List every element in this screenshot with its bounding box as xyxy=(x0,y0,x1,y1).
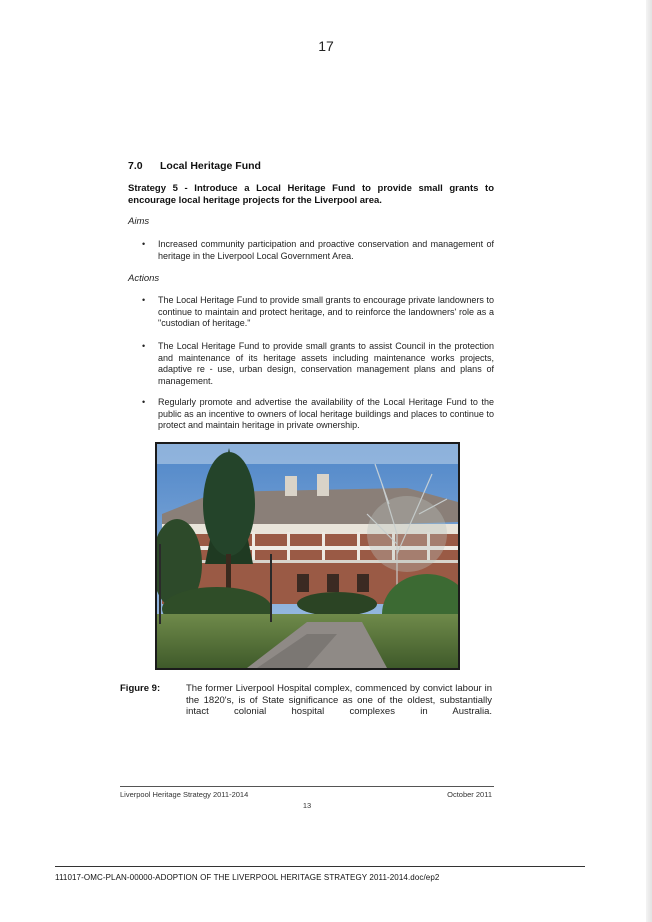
section-number: 7.0 xyxy=(128,160,143,172)
bullet-icon: • xyxy=(142,295,146,305)
footer-page-number: 13 xyxy=(302,801,312,810)
aim-item-text: Increased community participation and proactive conservation and management of heritage in the Liverpool Local Government Area. xyxy=(158,239,494,261)
bullet-icon: • xyxy=(142,341,146,351)
figure-caption: The former Liverpool Hospital complex, commenced by convict labour in the 1820's, is of State significance as one of the oldest, substantially intact colonial hospital complexes in Australia. xyxy=(186,683,492,717)
figure-label: Figure 9: xyxy=(120,683,161,694)
aims-heading: Aims xyxy=(128,216,150,227)
action-item xyxy=(142,341,494,387)
page-number-top: 17 xyxy=(318,38,334,54)
action-item-text: The Local Heritage Fund to provide small grants to assist Council in the protection and maintenance of its heritage assets including maintenance works projects, adaptive re - use, urban design, conservation management plans and plans of management. xyxy=(158,341,494,386)
aim-item xyxy=(142,239,494,262)
footer-date: October 2011 xyxy=(447,790,492,799)
action-item-text: The Local Heritage Fund to provide small grants to encourage private landowners to continue to maintain and protect heritage, and to reinforce the landowners' role as a "custodian of heritage." xyxy=(158,295,494,328)
hospital-photo xyxy=(155,442,460,670)
page-edge-shadow xyxy=(646,0,652,922)
action-item xyxy=(142,397,494,432)
document-reference-rule xyxy=(55,866,585,867)
action-item-text: Regularly promote and advertise the availability of the Local Heritage Fund to the public as an incentive to owners of local heritage buildings and places to continue to protect and maintain heritage in private ownership. xyxy=(158,397,494,430)
section-heading xyxy=(128,160,261,172)
strategy-statement: Strategy 5 - Introduce a Local Heritage Fund to provide small grants to encourage local heritage projects for the Liverpool area. xyxy=(128,183,494,206)
action-item xyxy=(142,295,494,330)
bullet-icon: • xyxy=(142,397,146,407)
bullet-icon: • xyxy=(142,239,146,249)
document-reference: 111017-OMC-PLAN-00000-ADOPTION OF THE LIVERPOOL HERITAGE STRATEGY 2011-2014.doc/ep2 xyxy=(55,873,440,882)
footer-document-title: Liverpool Heritage Strategy 2011-2014 xyxy=(120,790,249,799)
actions-heading: Actions xyxy=(128,273,160,284)
footer-rule xyxy=(120,786,494,787)
section-title: Local Heritage Fund xyxy=(160,160,261,172)
